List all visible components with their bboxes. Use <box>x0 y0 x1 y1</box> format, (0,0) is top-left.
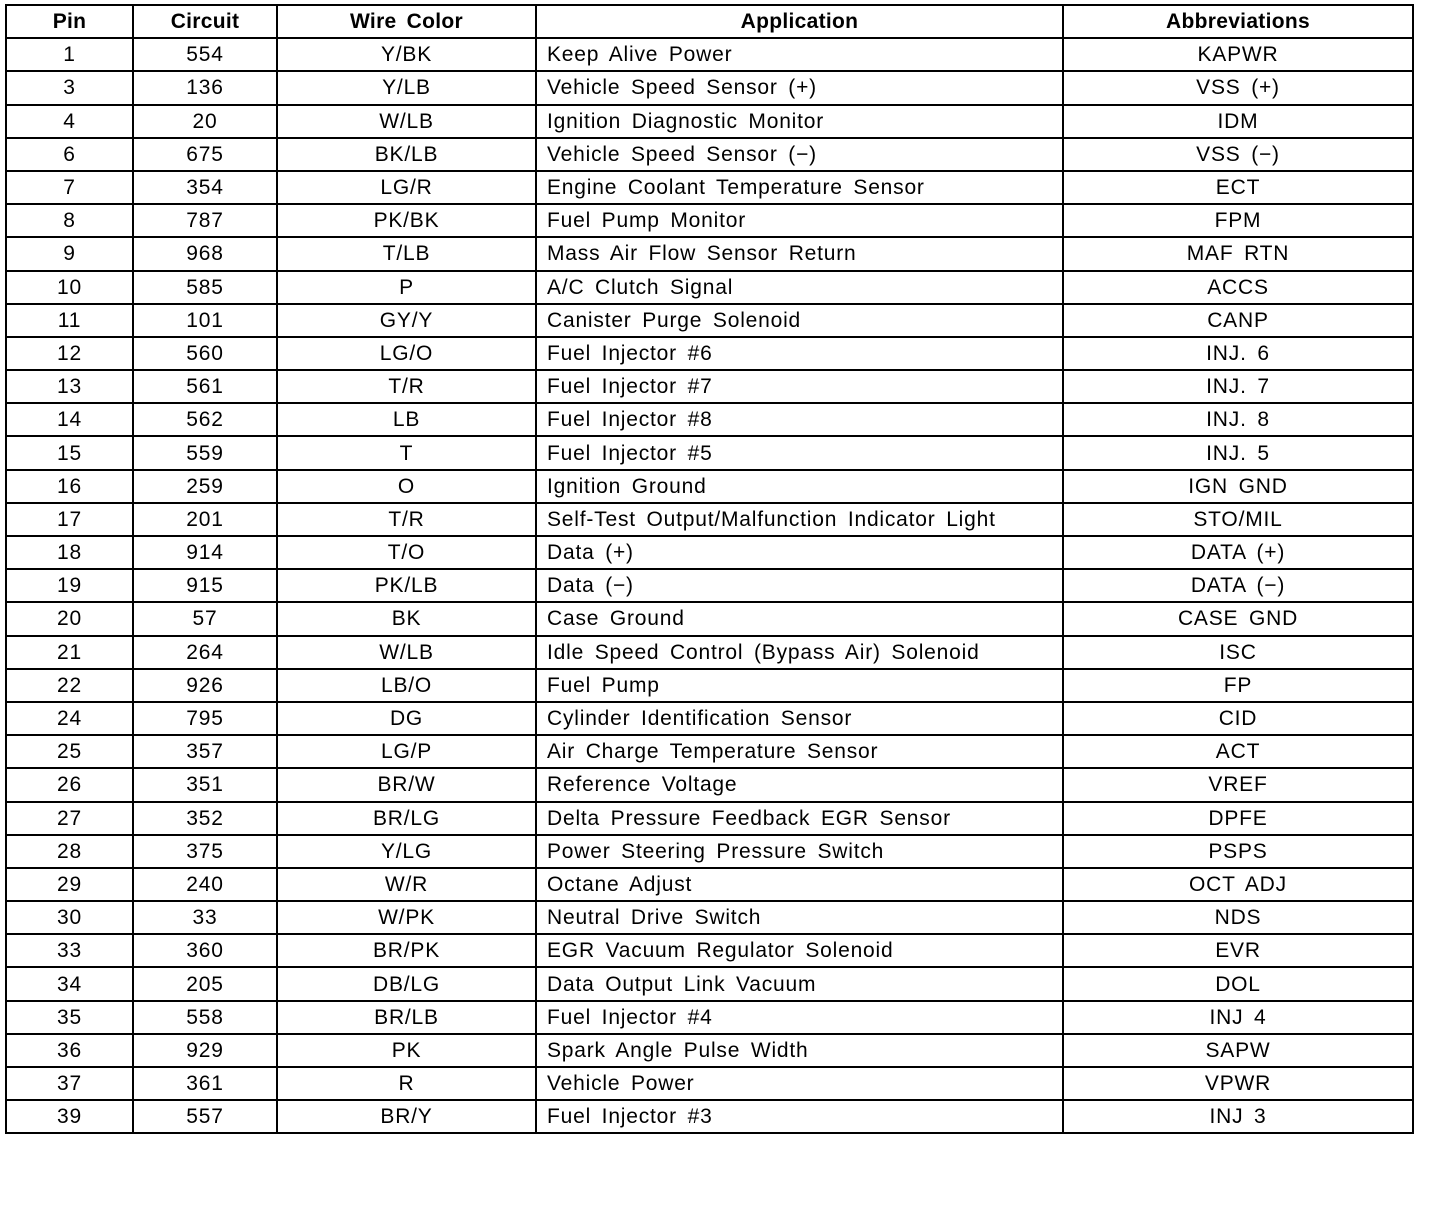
cell-circuit: 136 <box>133 71 277 104</box>
cell-circuit: 560 <box>133 337 277 370</box>
table-header-row <box>6 5 1413 38</box>
cell-application: Fuel Pump <box>536 669 1063 702</box>
cell-abbreviation: IGN GND <box>1063 470 1413 503</box>
cell-circuit: 559 <box>133 436 277 469</box>
cell-circuit: 351 <box>133 768 277 801</box>
table-row <box>6 802 1413 835</box>
cell-circuit: 259 <box>133 470 277 503</box>
cell-pin: 13 <box>6 370 133 403</box>
cell-wire-color: P <box>277 271 536 304</box>
cell-abbreviation: VSS (−) <box>1063 138 1413 171</box>
cell-abbreviation: EVR <box>1063 934 1413 967</box>
cell-wire-color: PK <box>277 1034 536 1067</box>
cell-abbreviation: VREF <box>1063 768 1413 801</box>
cell-circuit: 929 <box>133 1034 277 1067</box>
table-row <box>6 271 1413 304</box>
cell-abbreviation: INJ 4 <box>1063 1001 1413 1034</box>
cell-pin: 9 <box>6 237 133 270</box>
cell-abbreviation: INJ. 7 <box>1063 370 1413 403</box>
cell-pin: 39 <box>6 1100 133 1133</box>
cell-wire-color: W/R <box>277 868 536 901</box>
cell-circuit: 240 <box>133 868 277 901</box>
table-body <box>6 38 1413 1133</box>
cell-application: Self-Test Output/Malfunction Indicator Light <box>536 503 1063 536</box>
cell-abbreviation: FP <box>1063 669 1413 702</box>
cell-application: Fuel Injector #6 <box>536 337 1063 370</box>
cell-wire-color: T/R <box>277 503 536 536</box>
cell-circuit: 787 <box>133 204 277 237</box>
cell-wire-color: PK/BK <box>277 204 536 237</box>
cell-wire-color: LG/R <box>277 171 536 204</box>
table-row <box>6 304 1413 337</box>
cell-application: Fuel Injector #5 <box>536 436 1063 469</box>
cell-application: Vehicle Speed Sensor (+) <box>536 71 1063 104</box>
cell-abbreviation: SAPW <box>1063 1034 1413 1067</box>
cell-circuit: 354 <box>133 171 277 204</box>
cell-pin: 6 <box>6 138 133 171</box>
cell-application: Data Output Link Vacuum <box>536 967 1063 1000</box>
header-pin: Pin <box>6 5 133 38</box>
cell-application: Vehicle Power <box>536 1067 1063 1100</box>
table-row <box>6 370 1413 403</box>
cell-abbreviation: MAF RTN <box>1063 237 1413 270</box>
cell-application: Ignition Ground <box>536 470 1063 503</box>
cell-wire-color: LB/O <box>277 669 536 702</box>
cell-abbreviation: VSS (+) <box>1063 71 1413 104</box>
cell-pin: 25 <box>6 735 133 768</box>
cell-circuit: 557 <box>133 1100 277 1133</box>
table-row <box>6 1100 1413 1133</box>
cell-abbreviation: ACCS <box>1063 271 1413 304</box>
cell-application: Case Ground <box>536 602 1063 635</box>
cell-abbreviation: NDS <box>1063 901 1413 934</box>
cell-wire-color: Y/LG <box>277 835 536 868</box>
cell-pin: 27 <box>6 802 133 835</box>
cell-application: EGR Vacuum Regulator Solenoid <box>536 934 1063 967</box>
cell-circuit: 20 <box>133 105 277 138</box>
cell-abbreviation: DPFE <box>1063 802 1413 835</box>
cell-abbreviation: PSPS <box>1063 835 1413 868</box>
cell-pin: 4 <box>6 105 133 138</box>
cell-wire-color: BR/Y <box>277 1100 536 1133</box>
cell-application: Fuel Injector #3 <box>536 1100 1063 1133</box>
cell-wire-color: BK <box>277 602 536 635</box>
cell-circuit: 926 <box>133 669 277 702</box>
cell-pin: 10 <box>6 271 133 304</box>
cell-application: A/C Clutch Signal <box>536 271 1063 304</box>
table-row <box>6 768 1413 801</box>
table-row <box>6 38 1413 71</box>
cell-application: Reference Voltage <box>536 768 1063 801</box>
cell-pin: 18 <box>6 536 133 569</box>
table-row <box>6 967 1413 1000</box>
cell-application: Engine Coolant Temperature Sensor <box>536 171 1063 204</box>
cell-circuit: 585 <box>133 271 277 304</box>
cell-pin: 20 <box>6 602 133 635</box>
cell-wire-color: W/PK <box>277 901 536 934</box>
table-row <box>6 669 1413 702</box>
cell-wire-color: PK/LB <box>277 569 536 602</box>
cell-application: Fuel Injector #8 <box>536 403 1063 436</box>
cell-pin: 12 <box>6 337 133 370</box>
cell-application: Data (+) <box>536 536 1063 569</box>
cell-wire-color: BR/LG <box>277 802 536 835</box>
cell-abbreviation: FPM <box>1063 204 1413 237</box>
cell-wire-color: BK/LB <box>277 138 536 171</box>
cell-pin: 36 <box>6 1034 133 1067</box>
cell-wire-color: T/R <box>277 370 536 403</box>
cell-pin: 1 <box>6 38 133 71</box>
cell-abbreviation: IDM <box>1063 105 1413 138</box>
cell-circuit: 554 <box>133 38 277 71</box>
cell-circuit: 264 <box>133 636 277 669</box>
table-row <box>6 436 1413 469</box>
cell-circuit: 562 <box>133 403 277 436</box>
cell-pin: 34 <box>6 967 133 1000</box>
cell-wire-color: DG <box>277 702 536 735</box>
cell-circuit: 675 <box>133 138 277 171</box>
cell-wire-color: BR/LB <box>277 1001 536 1034</box>
cell-application: Vehicle Speed Sensor (−) <box>536 138 1063 171</box>
cell-pin: 26 <box>6 768 133 801</box>
cell-abbreviation: STO/MIL <box>1063 503 1413 536</box>
cell-circuit: 57 <box>133 602 277 635</box>
cell-circuit: 205 <box>133 967 277 1000</box>
cell-application: Neutral Drive Switch <box>536 901 1063 934</box>
cell-circuit: 357 <box>133 735 277 768</box>
cell-application: Fuel Pump Monitor <box>536 204 1063 237</box>
cell-abbreviation: CID <box>1063 702 1413 735</box>
cell-circuit: 915 <box>133 569 277 602</box>
cell-pin: 15 <box>6 436 133 469</box>
table-row <box>6 702 1413 735</box>
cell-pin: 3 <box>6 71 133 104</box>
cell-abbreviation: OCT ADJ <box>1063 868 1413 901</box>
cell-abbreviation: INJ. 6 <box>1063 337 1413 370</box>
cell-wire-color: W/LB <box>277 636 536 669</box>
cell-circuit: 561 <box>133 370 277 403</box>
cell-pin: 16 <box>6 470 133 503</box>
cell-application: Octane Adjust <box>536 868 1063 901</box>
table-row <box>6 204 1413 237</box>
cell-pin: 29 <box>6 868 133 901</box>
cell-pin: 30 <box>6 901 133 934</box>
cell-pin: 11 <box>6 304 133 337</box>
cell-pin: 28 <box>6 835 133 868</box>
cell-wire-color: LG/P <box>277 735 536 768</box>
cell-circuit: 375 <box>133 835 277 868</box>
cell-wire-color: O <box>277 470 536 503</box>
cell-wire-color: BR/PK <box>277 934 536 967</box>
table-row <box>6 1001 1413 1034</box>
table-row <box>6 503 1413 536</box>
table-row <box>6 835 1413 868</box>
cell-circuit: 33 <box>133 901 277 934</box>
cell-circuit: 795 <box>133 702 277 735</box>
cell-pin: 17 <box>6 503 133 536</box>
cell-wire-color: T/O <box>277 536 536 569</box>
cell-application: Idle Speed Control (Bypass Air) Solenoid <box>536 636 1063 669</box>
table-row <box>6 536 1413 569</box>
cell-wire-color: GY/Y <box>277 304 536 337</box>
table-row <box>6 237 1413 270</box>
cell-pin: 14 <box>6 403 133 436</box>
cell-wire-color: Y/BK <box>277 38 536 71</box>
cell-circuit: 968 <box>133 237 277 270</box>
cell-wire-color: R <box>277 1067 536 1100</box>
cell-application: Data (−) <box>536 569 1063 602</box>
header-wire-color: Wire Color <box>277 5 536 38</box>
cell-circuit: 361 <box>133 1067 277 1100</box>
table-row <box>6 735 1413 768</box>
header-application: Application <box>536 5 1063 38</box>
cell-wire-color: BR/W <box>277 768 536 801</box>
cell-circuit: 914 <box>133 536 277 569</box>
cell-abbreviation: DATA (−) <box>1063 569 1413 602</box>
cell-wire-color: DB/LG <box>277 967 536 1000</box>
cell-application: Spark Angle Pulse Width <box>536 1034 1063 1067</box>
cell-application: Mass Air Flow Sensor Return <box>536 237 1063 270</box>
table-row <box>6 71 1413 104</box>
pin-assignment-table <box>5 4 1414 1134</box>
table-row <box>6 337 1413 370</box>
table-row <box>6 934 1413 967</box>
cell-application: Canister Purge Solenoid <box>536 304 1063 337</box>
cell-abbreviation: KAPWR <box>1063 38 1413 71</box>
table-row <box>6 470 1413 503</box>
cell-pin: 24 <box>6 702 133 735</box>
cell-abbreviation: INJ. 5 <box>1063 436 1413 469</box>
cell-application: Fuel Injector #7 <box>536 370 1063 403</box>
cell-application: Fuel Injector #4 <box>536 1001 1063 1034</box>
cell-abbreviation: ISC <box>1063 636 1413 669</box>
table-row <box>6 636 1413 669</box>
cell-pin: 7 <box>6 171 133 204</box>
table-row <box>6 1034 1413 1067</box>
cell-application: Power Steering Pressure Switch <box>536 835 1063 868</box>
cell-pin: 21 <box>6 636 133 669</box>
cell-pin: 19 <box>6 569 133 602</box>
table-row <box>6 602 1413 635</box>
cell-abbreviation: INJ 3 <box>1063 1100 1413 1133</box>
cell-circuit: 101 <box>133 304 277 337</box>
cell-wire-color: T <box>277 436 536 469</box>
cell-application: Ignition Diagnostic Monitor <box>536 105 1063 138</box>
header-abbreviations: Abbreviations <box>1063 5 1413 38</box>
cell-wire-color: W/LB <box>277 105 536 138</box>
cell-circuit: 352 <box>133 802 277 835</box>
cell-application: Cylinder Identification Sensor <box>536 702 1063 735</box>
cell-abbreviation: DOL <box>1063 967 1413 1000</box>
cell-abbreviation: ECT <box>1063 171 1413 204</box>
cell-wire-color: LG/O <box>277 337 536 370</box>
table-row <box>6 901 1413 934</box>
cell-wire-color: LB <box>277 403 536 436</box>
table-row <box>6 105 1413 138</box>
cell-abbreviation: ACT <box>1063 735 1413 768</box>
table-row <box>6 1067 1413 1100</box>
cell-pin: 8 <box>6 204 133 237</box>
cell-circuit: 201 <box>133 503 277 536</box>
cell-pin: 33 <box>6 934 133 967</box>
cell-abbreviation: INJ. 8 <box>1063 403 1413 436</box>
cell-abbreviation: CANP <box>1063 304 1413 337</box>
cell-abbreviation: VPWR <box>1063 1067 1413 1100</box>
table-row <box>6 868 1413 901</box>
cell-pin: 22 <box>6 669 133 702</box>
cell-abbreviation: DATA (+) <box>1063 536 1413 569</box>
table-row <box>6 138 1413 171</box>
table-row <box>6 569 1413 602</box>
cell-circuit: 360 <box>133 934 277 967</box>
cell-circuit: 558 <box>133 1001 277 1034</box>
header-circuit: Circuit <box>133 5 277 38</box>
cell-pin: 35 <box>6 1001 133 1034</box>
cell-wire-color: Y/LB <box>277 71 536 104</box>
table-row <box>6 171 1413 204</box>
cell-application: Delta Pressure Feedback EGR Sensor <box>536 802 1063 835</box>
cell-wire-color: T/LB <box>277 237 536 270</box>
cell-abbreviation: CASE GND <box>1063 602 1413 635</box>
cell-application: Keep Alive Power <box>536 38 1063 71</box>
table-row <box>6 403 1413 436</box>
cell-application: Air Charge Temperature Sensor <box>536 735 1063 768</box>
cell-pin: 37 <box>6 1067 133 1100</box>
